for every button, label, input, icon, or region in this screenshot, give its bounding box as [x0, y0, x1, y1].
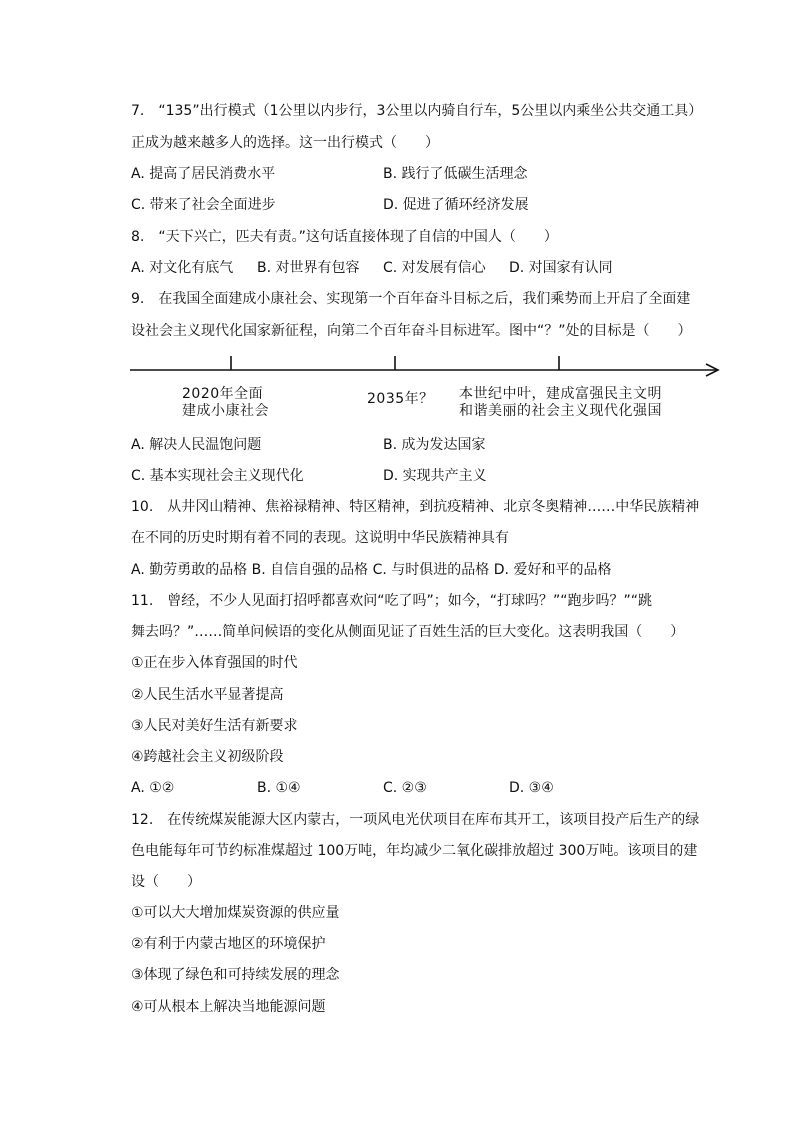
q8-option-a: A. 对文化有底气 [131, 260, 234, 276]
q12-statement-4: ④可从根本上解决当地能源问题 [131, 999, 326, 1015]
q9-stem-line2: 设社会主义现代化国家新征程，向第二个百年奋斗目标进军。图中“？”处的目标是（ ） [131, 323, 692, 339]
q8-stem: 8. “天下兴亡，匹夫有责。”这句话直接体现了自信的中国人（ ） [131, 229, 558, 245]
q12-stem-line1: 12. 在传统煤炭能源大区内蒙古，一项风电光伏项目在库布其开工，该项目投产后生产的绿 [131, 812, 700, 828]
q12-statement-3: ③体现了绿色和可持续发展的理念 [131, 967, 340, 983]
q7-option-b: B. 践行了低碳生活理念 [383, 166, 528, 182]
q10-stem-line1: 10. 从井冈山精神、焦裕禄精神、特区精神，到抗疫精神、北京冬奥精神……中华民族精神 [131, 499, 700, 515]
q7-option-d: D. 促进了循环经济发展 [383, 197, 529, 213]
timeline-label-mid-century-line2: 和谐美丽的社会主义现代化强国 [459, 403, 662, 419]
q11-statement-2: ②人民生活水平显著提高 [131, 687, 284, 703]
q7-option-c: C. 带来了社会全面进步 [131, 197, 276, 213]
q11-stem-line2: 舞去吗？”……简单问候语的变化从侧面见证了百姓生活的巨大变化。这表明我国（ ） [131, 624, 685, 640]
q11-statement-1: ①正在步入体育强国的时代 [131, 655, 298, 671]
q12-stem-line2: 色电能每年可节约标准煤超过 100万吨，年均减少二氧化碳排放超过 300万吨。该项目的建 [131, 843, 698, 859]
q9-option-a: A. 解决人民温饱问题 [131, 437, 262, 453]
q9-stem-line1: 9. 在我国全面建成小康社会、实现第一个百年奋斗目标之后，我们乘势而上开启了全面建 [131, 291, 691, 307]
q8-option-d: D. 对国家有认同 [509, 260, 613, 276]
q9-option-c: C. 基本实现社会主义现代化 [131, 468, 304, 484]
q8-option-b: B. 对世界有包容 [257, 260, 360, 276]
q11-stem-line1: 11. 曾经，不少人见面打招呼都喜欢问“吃了吗”；如今，“打球吗？”“跑步吗？”“跳 [131, 593, 653, 609]
q8-option-c: C. 对发展有信心 [383, 260, 486, 276]
q11-option-c: C. ②③ [383, 780, 427, 796]
q11-option-a: A. ①② [131, 780, 175, 796]
q11-statement-4: ④跨越社会主义初级阶段 [131, 749, 284, 765]
q11-option-d: D. ③④ [509, 780, 554, 796]
timeline-label-2035: 2035年？ [367, 391, 434, 407]
q10-options: A. 勤劳勇敢的品格 B. 自信自强的品格 C. 与时俱进的品格 D. 爱好和平的品格 [131, 562, 612, 578]
q12-stem-line3: 设（ ） [131, 874, 201, 890]
q7-option-a: A. 提高了居民消费水平 [131, 166, 276, 182]
q7-stem-line1: 7. “135”出行模式（1公里以内步行，3公里以内骑自行车，5公里以内乘坐公共交通工具） [131, 103, 703, 119]
q12-statement-2: ②有利于内蒙古地区的环境保护 [131, 936, 326, 952]
q11-statement-3: ③人民对美好生活有新要求 [131, 718, 298, 734]
q10-stem-line2: 在不同的历史时期有着不同的表现。这说明中华民族精神具有 [131, 530, 509, 546]
q11-option-b: B. ①④ [257, 780, 301, 796]
q9-option-d: D. 实现共产主义 [383, 468, 487, 484]
timeline-label-mid-century-line1: 本世纪中叶，建成富强民主文明 [459, 386, 662, 402]
q7-stem-line2: 正成为越来越多人的选择。这一出行模式（ ） [131, 135, 439, 151]
timeline-diagram [128, 352, 728, 382]
timeline-label-2020-line2: 建成小康社会 [182, 403, 269, 419]
q9-option-b: B. 成为发达国家 [383, 437, 486, 453]
timeline-label-2020-line1: 2020年全面 [182, 386, 264, 402]
q12-statement-1: ①可以大大增加煤炭资源的供应量 [131, 905, 340, 921]
